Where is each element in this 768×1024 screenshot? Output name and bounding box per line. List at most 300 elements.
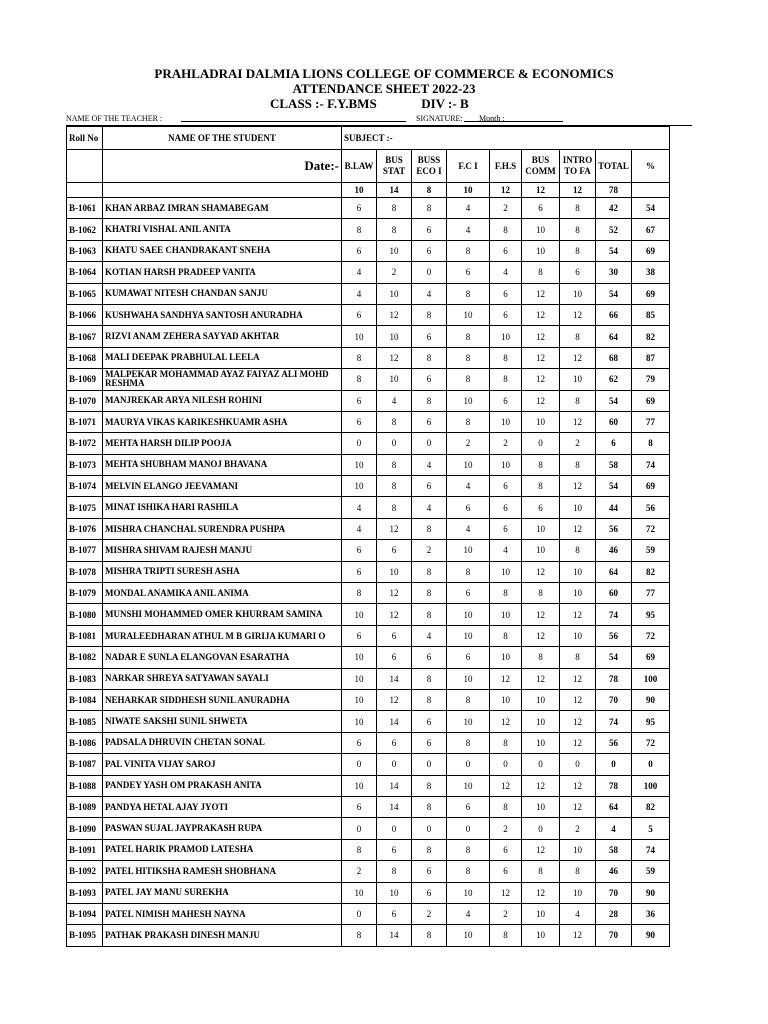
- attendance-cell: 8: [412, 304, 447, 325]
- attendance-cell: 6: [377, 903, 412, 924]
- attendance-cell: 10: [447, 625, 490, 646]
- attendance-cell: 6: [377, 732, 412, 753]
- attendance-cell: 10: [522, 240, 560, 261]
- percent-cell: 59: [632, 540, 670, 561]
- table-row: [67, 240, 670, 261]
- attendance-cell: 10: [447, 925, 490, 946]
- roll-number: B-1067: [67, 326, 103, 347]
- student-name: NARKAR SHREYA SATYAWAN SAYALI: [103, 668, 342, 689]
- attendance-cell: 0: [560, 754, 596, 775]
- attendance-cell: 10: [377, 882, 412, 903]
- roll-number: B-1088: [67, 775, 103, 796]
- signature-label: SIGNATURE:: [416, 114, 463, 123]
- attendance-cell: 8: [377, 454, 412, 475]
- attendance-cell: 8: [490, 925, 522, 946]
- attendance-cell: 4: [342, 262, 377, 283]
- attendance-cell: 8: [377, 497, 412, 518]
- attendance-cell: 8: [342, 839, 377, 860]
- student-name: PATEL HITIKSHA RAMESH SHOBHANA: [103, 861, 342, 882]
- student-name: PATEL JAY MANU SUREKHA: [103, 882, 342, 903]
- total-cell: 6: [596, 433, 632, 454]
- attendance-cell: 8: [560, 326, 596, 347]
- attendance-cell: 12: [490, 882, 522, 903]
- attendance-cell: 0: [412, 433, 447, 454]
- attendance-cell: 10: [342, 689, 377, 710]
- attendance-cell: 6: [490, 283, 522, 304]
- attendance-cell: 14: [377, 796, 412, 817]
- student-name: PANDEY YASH OM PRAKASH ANITA: [103, 775, 342, 796]
- attendance-cell: 8: [447, 369, 490, 390]
- total-cell: 70: [596, 689, 632, 710]
- total-cell: 56: [596, 518, 632, 539]
- subject-header: SUBJECT :-: [342, 127, 670, 150]
- table-row: [67, 411, 670, 432]
- max-mark: 14: [377, 183, 412, 198]
- attendance-cell: 0: [522, 754, 560, 775]
- attendance-cell: 10: [560, 625, 596, 646]
- percent-cell: 79: [632, 369, 670, 390]
- attendance-cell: 4: [342, 518, 377, 539]
- total-cell: 0: [596, 754, 632, 775]
- attendance-cell: 2: [412, 540, 447, 561]
- table-row: [67, 454, 670, 475]
- attendance-cell: 8: [412, 925, 447, 946]
- max-mark: 12: [522, 183, 560, 198]
- attendance-cell: 8: [447, 283, 490, 304]
- percent-cell: 54: [632, 198, 670, 219]
- attendance-cell: 6: [342, 732, 377, 753]
- attendance-cell: 8: [490, 219, 522, 240]
- max-mark: 10: [342, 183, 377, 198]
- attendance-cell: 6: [560, 262, 596, 283]
- attendance-cell: 8: [490, 583, 522, 604]
- percent-cell: 69: [632, 476, 670, 497]
- roll-number: B-1063: [67, 240, 103, 261]
- percent-cell: 72: [632, 518, 670, 539]
- attendance-cell: 2: [560, 433, 596, 454]
- attendance-cell: 10: [522, 796, 560, 817]
- attendance-cell: 10: [342, 326, 377, 347]
- attendance-cell: 2: [447, 433, 490, 454]
- max-mark: [632, 183, 670, 198]
- attendance-cell: 10: [447, 775, 490, 796]
- attendance-cell: 10: [522, 411, 560, 432]
- attendance-cell: 12: [522, 390, 560, 411]
- attendance-cell: 4: [412, 283, 447, 304]
- attendance-cell: 8: [377, 476, 412, 497]
- attendance-cell: 12: [560, 689, 596, 710]
- attendance-cell: 12: [560, 775, 596, 796]
- table-row: [67, 732, 670, 753]
- attendance-cell: 14: [377, 925, 412, 946]
- attendance-cell: 10: [342, 711, 377, 732]
- total-cell: 28: [596, 903, 632, 924]
- attendance-cell: 6: [412, 861, 447, 882]
- attendance-cell: 0: [447, 818, 490, 839]
- attendance-cell: 12: [522, 369, 560, 390]
- attendance-cell: 12: [377, 689, 412, 710]
- percent-cell: 77: [632, 411, 670, 432]
- max-mark: 10: [447, 183, 490, 198]
- total-cell: 62: [596, 369, 632, 390]
- percent-cell: 72: [632, 732, 670, 753]
- attendance-cell: 6: [490, 476, 522, 497]
- attendance-cell: 8: [490, 732, 522, 753]
- total-cell: 70: [596, 882, 632, 903]
- percent-cell: 90: [632, 689, 670, 710]
- percent-cell: 69: [632, 283, 670, 304]
- class-label: CLASS :- F.Y.BMS: [270, 96, 377, 111]
- attendance-cell: 4: [447, 903, 490, 924]
- attendance-cell: 10: [447, 390, 490, 411]
- attendance-cell: 6: [522, 497, 560, 518]
- table-row: [67, 262, 670, 283]
- total-cell: 54: [596, 647, 632, 668]
- total-cell: 56: [596, 625, 632, 646]
- attendance-table: [66, 126, 670, 947]
- attendance-cell: 10: [342, 775, 377, 796]
- student-name: MONDAL ANAMIKA ANIL ANIMA: [103, 583, 342, 604]
- percent-cell: 69: [632, 390, 670, 411]
- table-row: [67, 198, 670, 219]
- attendance-cell: 10: [342, 668, 377, 689]
- roll-number: B-1084: [67, 689, 103, 710]
- attendance-cell: 8: [447, 326, 490, 347]
- table-row: [67, 861, 670, 882]
- attendance-cell: 4: [447, 476, 490, 497]
- attendance-cell: 8: [447, 411, 490, 432]
- total-cell: 74: [596, 711, 632, 732]
- total-cell: 46: [596, 861, 632, 882]
- table-row: [67, 925, 670, 946]
- attendance-cell: 2: [490, 818, 522, 839]
- table-row: [67, 518, 670, 539]
- attendance-cell: 10: [342, 476, 377, 497]
- attendance-cell: 4: [412, 497, 447, 518]
- attendance-cell: 0: [377, 818, 412, 839]
- roll-number: B-1080: [67, 604, 103, 625]
- attendance-cell: 12: [490, 668, 522, 689]
- roll-number: B-1093: [67, 882, 103, 903]
- attendance-cell: 10: [522, 540, 560, 561]
- attendance-cell: 6: [490, 240, 522, 261]
- attendance-cell: 8: [560, 240, 596, 261]
- attendance-cell: 8: [560, 647, 596, 668]
- name-header: NAME OF THE STUDENT: [103, 127, 342, 150]
- attendance-cell: 10: [560, 283, 596, 304]
- student-name: MISHRA CHANCHAL SURENDRA PUSHPA: [103, 518, 342, 539]
- attendance-cell: 12: [522, 304, 560, 325]
- attendance-cell: 10: [522, 219, 560, 240]
- attendance-cell: 6: [342, 625, 377, 646]
- table-row: [67, 219, 670, 240]
- subject-intro-fa: INTRO TO FA: [560, 150, 596, 183]
- table-row: [67, 476, 670, 497]
- attendance-cell: 8: [522, 476, 560, 497]
- total-cell: 66: [596, 304, 632, 325]
- attendance-cell: 2: [490, 198, 522, 219]
- attendance-cell: 0: [412, 818, 447, 839]
- attendance-cell: 0: [342, 754, 377, 775]
- attendance-cell: 6: [447, 647, 490, 668]
- roll-number: B-1089: [67, 796, 103, 817]
- table-row: [67, 433, 670, 454]
- attendance-cell: 8: [522, 583, 560, 604]
- roll-number: B-1065: [67, 283, 103, 304]
- attendance-cell: 8: [447, 689, 490, 710]
- percent-cell: 74: [632, 454, 670, 475]
- attendance-cell: 6: [412, 326, 447, 347]
- attendance-cell: 8: [490, 625, 522, 646]
- attendance-cell: 8: [447, 839, 490, 860]
- percent-cell: 0: [632, 754, 670, 775]
- attendance-cell: 10: [342, 604, 377, 625]
- attendance-cell: 8: [342, 925, 377, 946]
- table-row: [67, 711, 670, 732]
- student-name: MAURYA VIKAS KARIKESHKUAMR ASHA: [103, 411, 342, 432]
- attendance-cell: 6: [490, 861, 522, 882]
- student-name: KHAN ARBAZ IMRAN SHAMABEGAM: [103, 198, 342, 219]
- attendance-cell: 12: [522, 839, 560, 860]
- percent-cell: 85: [632, 304, 670, 325]
- attendance-cell: 6: [377, 647, 412, 668]
- roll-number: B-1064: [67, 262, 103, 283]
- attendance-cell: 8: [412, 839, 447, 860]
- attendance-cell: 0: [377, 433, 412, 454]
- attendance-cell: 12: [560, 732, 596, 753]
- student-name: MINAT ISHIKA HARI RASHILA: [103, 497, 342, 518]
- attendance-cell: 12: [522, 561, 560, 582]
- percent-cell: 87: [632, 347, 670, 368]
- attendance-cell: 8: [412, 518, 447, 539]
- attendance-cell: 8: [412, 604, 447, 625]
- attendance-cell: 10: [560, 583, 596, 604]
- student-name: MELVIN ELANGO JEEVAMANI: [103, 476, 342, 497]
- attendance-cell: 12: [490, 775, 522, 796]
- attendance-cell: 8: [412, 390, 447, 411]
- student-name: KHATU SAEE CHANDRAKANT SNEHA: [103, 240, 342, 261]
- subject-bus-comm: BUS COMM: [522, 150, 560, 183]
- attendance-cell: 6: [342, 390, 377, 411]
- roll-number: B-1075: [67, 497, 103, 518]
- attendance-cell: 10: [377, 326, 412, 347]
- attendance-cell: 10: [447, 711, 490, 732]
- attendance-cell: 6: [447, 262, 490, 283]
- table-row: [67, 369, 670, 390]
- roll-number: B-1066: [67, 304, 103, 325]
- attendance-cell: 6: [342, 561, 377, 582]
- attendance-cell: 0: [342, 818, 377, 839]
- attendance-cell: 12: [522, 347, 560, 368]
- table-row: [67, 818, 670, 839]
- table-row: [67, 347, 670, 368]
- table-row: [67, 540, 670, 561]
- attendance-cell: 8: [522, 861, 560, 882]
- roll-number: B-1079: [67, 583, 103, 604]
- attendance-cell: 8: [447, 861, 490, 882]
- student-name: MISHRA SHIVAM RAJESH MANJU: [103, 540, 342, 561]
- student-name: MISHRA TRIPTI SURESH ASHA: [103, 561, 342, 582]
- max-name-blank: [103, 183, 342, 198]
- attendance-cell: 10: [522, 711, 560, 732]
- total-cell: 54: [596, 390, 632, 411]
- max-mark: 12: [560, 183, 596, 198]
- attendance-cell: 12: [560, 304, 596, 325]
- attendance-cell: 12: [377, 604, 412, 625]
- attendance-cell: 8: [447, 561, 490, 582]
- roll-number: B-1076: [67, 518, 103, 539]
- meta-line: [66, 114, 692, 126]
- max-marks-row: [67, 183, 670, 198]
- student-name: KOTIAN HARSH PRADEEP VANITA: [103, 262, 342, 283]
- attendance-cell: 10: [490, 561, 522, 582]
- attendance-cell: 0: [412, 754, 447, 775]
- attendance-cell: 12: [560, 925, 596, 946]
- student-name: PATHAK PRAKASH DINESH MANJU: [103, 925, 342, 946]
- attendance-cell: 8: [447, 240, 490, 261]
- total-cell: 52: [596, 219, 632, 240]
- attendance-cell: 12: [560, 604, 596, 625]
- total-cell: 74: [596, 604, 632, 625]
- roll-number: B-1074: [67, 476, 103, 497]
- total-cell: 68: [596, 347, 632, 368]
- attendance-cell: 10: [447, 540, 490, 561]
- roll-number: B-1083: [67, 668, 103, 689]
- roll-blank: [67, 150, 103, 183]
- attendance-cell: 10: [377, 283, 412, 304]
- total-cell: 30: [596, 262, 632, 283]
- month-blank: [510, 114, 563, 122]
- attendance-cell: 6: [522, 198, 560, 219]
- total-cell: 70: [596, 925, 632, 946]
- student-name: MALI DEEPAK PRABHULAL LEELA: [103, 347, 342, 368]
- total-cell: 64: [596, 326, 632, 347]
- total-cell: 58: [596, 454, 632, 475]
- table-row: [67, 283, 670, 304]
- percent-cell: 82: [632, 796, 670, 817]
- student-name: PASWAN SUJAL JAYPRAKASH RUPA: [103, 818, 342, 839]
- attendance-cell: 12: [522, 326, 560, 347]
- attendance-cell: 12: [377, 347, 412, 368]
- roll-number: B-1082: [67, 647, 103, 668]
- percent-cell: 77: [632, 583, 670, 604]
- table-row: [67, 604, 670, 625]
- student-name: PANDYA HETAL AJAY JYOTI: [103, 796, 342, 817]
- attendance-cell: 6: [412, 882, 447, 903]
- total-cell: 56: [596, 732, 632, 753]
- attendance-cell: 2: [490, 903, 522, 924]
- roll-number: B-1078: [67, 561, 103, 582]
- attendance-cell: 10: [560, 561, 596, 582]
- attendance-cell: 12: [490, 711, 522, 732]
- table-row: [67, 882, 670, 903]
- student-name: KUSHWAHA SANDHYA SANTOSH ANURADHA: [103, 304, 342, 325]
- attendance-cell: 2: [412, 903, 447, 924]
- max-mark: 12: [490, 183, 522, 198]
- percent-cell: 56: [632, 497, 670, 518]
- attendance-cell: 14: [377, 668, 412, 689]
- attendance-cell: 6: [490, 518, 522, 539]
- attendance-cell: 10: [522, 925, 560, 946]
- attendance-cell: 8: [412, 668, 447, 689]
- attendance-cell: 6: [342, 240, 377, 261]
- header-row: [67, 127, 670, 150]
- attendance-cell: 4: [560, 903, 596, 924]
- percent-cell: 100: [632, 775, 670, 796]
- attendance-cell: 12: [377, 583, 412, 604]
- attendance-cell: 0: [522, 818, 560, 839]
- attendance-cell: 10: [560, 497, 596, 518]
- max-roll-blank: [67, 183, 103, 198]
- attendance-cell: 4: [412, 625, 447, 646]
- attendance-cell: 10: [377, 369, 412, 390]
- subject-fc: F.C I: [447, 150, 490, 183]
- attendance-cell: 10: [447, 304, 490, 325]
- percent-cell: 72: [632, 625, 670, 646]
- attendance-cell: 6: [412, 240, 447, 261]
- total-cell: 58: [596, 839, 632, 860]
- attendance-cell: 10: [522, 689, 560, 710]
- roll-number: B-1095: [67, 925, 103, 946]
- percent-cell: 82: [632, 326, 670, 347]
- percent-cell: 95: [632, 604, 670, 625]
- table-row: [67, 647, 670, 668]
- attendance-cell: 10: [447, 668, 490, 689]
- table-row: [67, 775, 670, 796]
- attendance-cell: 6: [412, 732, 447, 753]
- percent-cell: 36: [632, 903, 670, 924]
- attendance-cell: 8: [342, 219, 377, 240]
- attendance-cell: 10: [560, 882, 596, 903]
- attendance-cell: 6: [342, 304, 377, 325]
- percent-cell: 82: [632, 561, 670, 582]
- subject-buss-eco: BUSS ECO I: [412, 150, 447, 183]
- sheet-title: ATTENDANCE SHEET 2022-23: [292, 81, 476, 96]
- attendance-cell: 10: [490, 647, 522, 668]
- attendance-cell: 8: [342, 583, 377, 604]
- attendance-cell: 10: [490, 411, 522, 432]
- attendance-cell: 6: [377, 839, 412, 860]
- roll-number: B-1073: [67, 454, 103, 475]
- roll-number: B-1094: [67, 903, 103, 924]
- total-cell: 64: [596, 561, 632, 582]
- percent-cell: 69: [632, 647, 670, 668]
- max-mark: 78: [596, 183, 632, 198]
- percent-cell: 74: [632, 839, 670, 860]
- attendance-cell: 12: [560, 518, 596, 539]
- attendance-cell: 6: [447, 497, 490, 518]
- attendance-cell: 10: [522, 903, 560, 924]
- attendance-cell: 6: [412, 476, 447, 497]
- total-cell: 42: [596, 198, 632, 219]
- roll-number: B-1086: [67, 732, 103, 753]
- attendance-cell: 8: [412, 198, 447, 219]
- attendance-cell: 8: [490, 347, 522, 368]
- attendance-cell: 10: [490, 689, 522, 710]
- percent-cell: 69: [632, 240, 670, 261]
- table-row: [67, 390, 670, 411]
- total-cell: 60: [596, 411, 632, 432]
- attendance-cell: 6: [412, 711, 447, 732]
- table-row: [67, 839, 670, 860]
- attendance-cell: 0: [377, 754, 412, 775]
- attendance-cell: 14: [377, 775, 412, 796]
- attendance-cell: 8: [522, 647, 560, 668]
- total-cell: 60: [596, 583, 632, 604]
- percent-cell: 95: [632, 711, 670, 732]
- attendance-cell: 8: [560, 861, 596, 882]
- roll-number: B-1087: [67, 754, 103, 775]
